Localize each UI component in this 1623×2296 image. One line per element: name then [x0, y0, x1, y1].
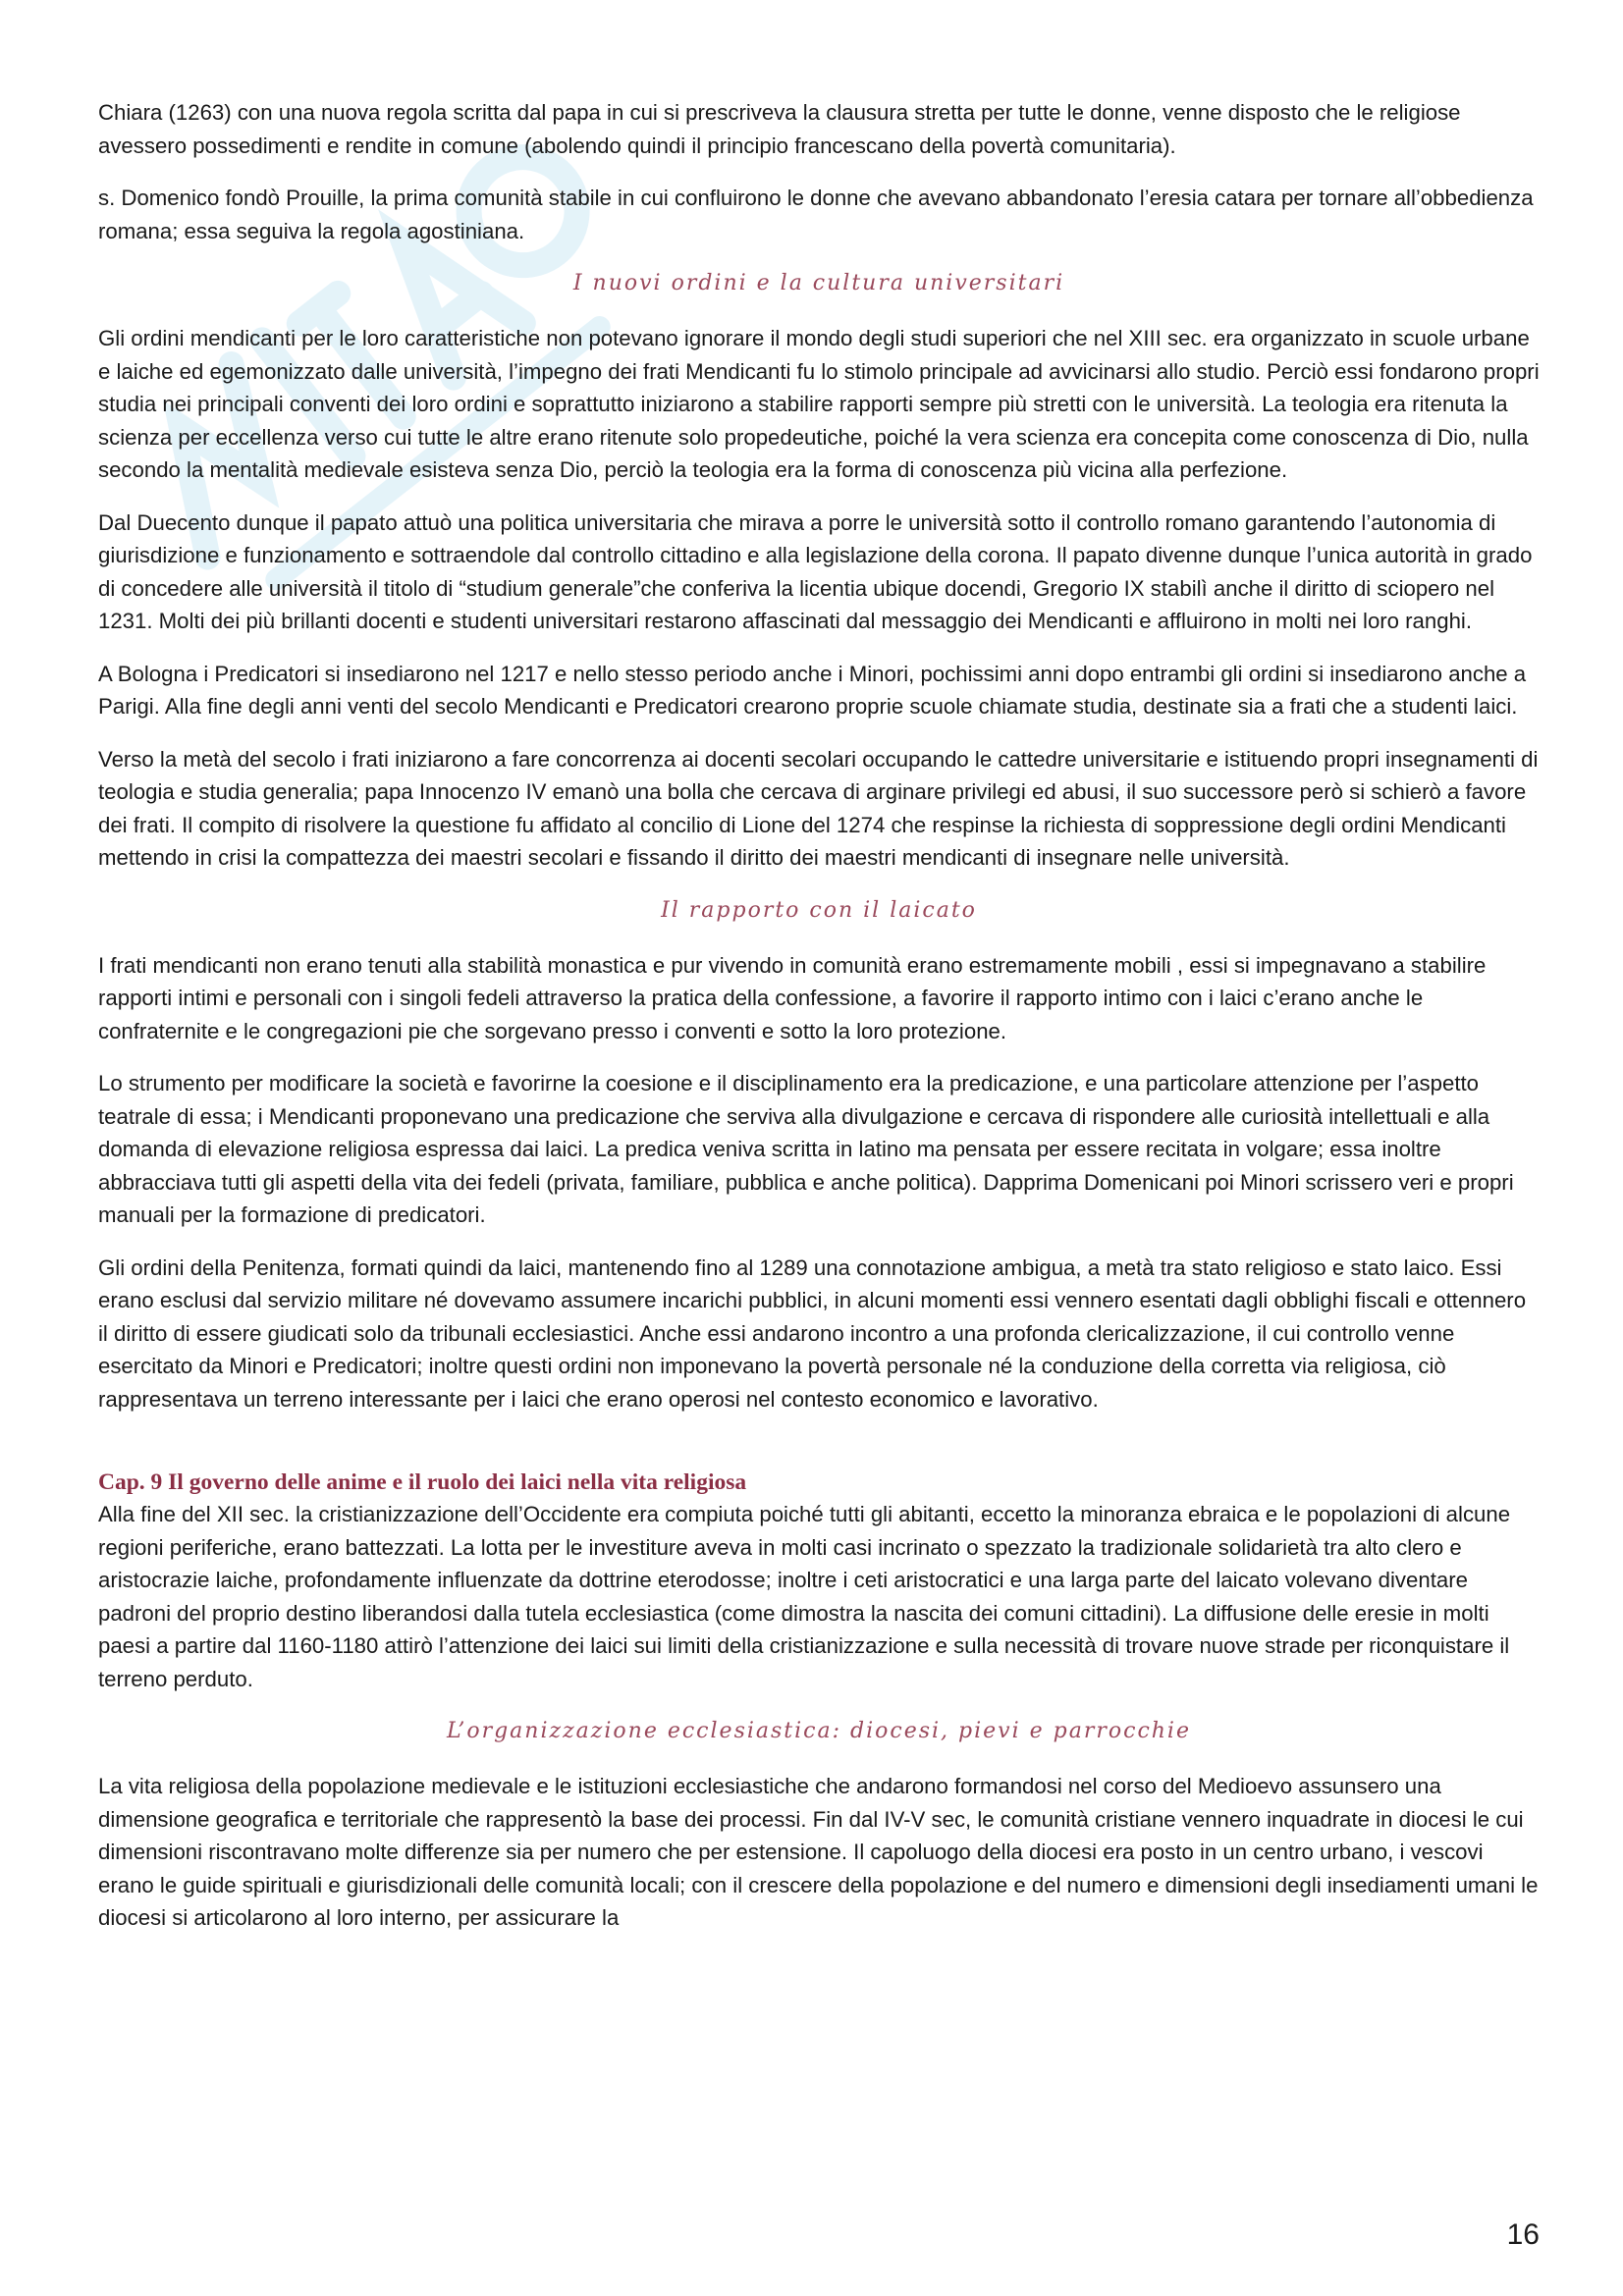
- page-number: 16: [1506, 2218, 1540, 2251]
- chapter-heading: Cap. 9 Il governo delle anime e il ruolo dei laici nella vita religiosa: [98, 1469, 747, 1495]
- paragraph: Dal Duecento dunque il papato attuò una politica universitaria che mirava a porre le università sotto il controllo romano garantendo l’autonomia di giurisdizione e funzionamento e sottraendole dal controllo cittadino e alla legislazione della corona. Il papato divenne dunque l’unica autorità in grado di concedere alle università il titolo di “studium generale”che conferiva la licentia ubique docendi, Gregorio IX stabilì anche il diritto di sciopero nel 1231. Molti dei più brillanti docenti e studenti universitari restarono affascinati dal messaggio dei Mendicanti e affluirono in molti nei loro ranghi.: [98, 509, 1533, 633]
- paragraph: Gli ordini della Penitenza, formati quindi da laici, mantenendo fino al 1289 una connotazione ambigua, a metà tra stato religioso e stato laico. Essi erano esclusi dal servizio militare né dovevamo assumere incarichi pubblici, in alcuni momenti essi vennero esentati dagli obblighi fiscali e ottennero il diritto di essere giudicati solo da tribunali ecclesiastici. Anche essi andarono incontro a una profonda clericalizzazione, il cui controllo venne esercitato da Minori e Predicatori; inoltre questi ordini non imponevano la povertà personale né la conduzione della corretta via religiosa, ciò rappresentava un terreno interessante per i laici che erano operosi nel contesto economico e lavorativo.: [98, 1255, 1527, 1412]
- paragraph: La vita religiosa della popolazione medievale e le istituzioni ecclesiastiche che andarono formandosi nel corso del Medioevo assunsero una dimensione geografica e territoriale che rappresentò la base dei processi. Fin dal IV-V sec, le comunità cristiane vennero inquadrate in diocesi le cui dimensioni riscontravano molte differenze sia per numero che per estensione. Il capoluogo della diocesi era posto in un centro urbano, i vescovi erano le guide spirituali e giurisdizionali delle comunità locali; con il crescere della popolazione e del numero e dimensioni degli insediamenti umani le diocesi si articolarono al loro interno, per assicurare la: [98, 1774, 1539, 1930]
- section-heading: L’organizzazione ecclesiastica: diocesi, pievi e parrocchie: [447, 1719, 1191, 1743]
- paragraph: Gli ordini mendicanti per le loro caratteristiche non potevano ignorare il mondo degli studi superiori che nel XIII sec. era organizzato in scuole urbane e laiche ed egemonizzato dalle università, l’impegno dei frati Mendicanti fu lo stimolo principale ad avvicinarsi allo studio. Perciò essi fondarono propri studia nei principali conventi dei loro ordini e soprattutto iniziarono a stabilire rapporti sempre più stretti con le università. La teologia era ritenuta la scienza per eccellenza verso cui tutte le altre erano ritenute solo propedeutiche, poiché la vera scienza era concepita come conoscenza di Dio, nulla secondo la mentalità medievale esisteva senza Dio, perciò la teologia era la forma di conoscenza più vicina alla perfezione.: [98, 326, 1540, 482]
- paragraph: Chiara (1263) con una nuova regola scritta dal papa in cui si prescriveva la clausura stretta per tutte le donne, venne disposto che le religiose avessero possedimenti e rendite in comune (abolendo quindi il principio francescano della povertà comunitaria).: [98, 100, 1461, 158]
- paragraph: I frati mendicanti non erano tenuti alla stabilità monastica e pur vivendo in comunità erano estremamente mobili , essi si impegnavano a stabilire rapporti intimi e personali con i singoli fedeli attraverso la pratica della confessione, a favorire il rapporto intimo con i laici c’erano anche le confraternite e le congregazioni pie che sorgevano presso i conventi e sotto la loro protezione.: [98, 952, 1487, 1043]
- section-heading: Il rapporto con il laicato: [661, 897, 977, 923]
- paragraph: A Bologna i Predicatori si insediarono nel 1217 e nello stesso periodo anche i Minori, pochissimi anni dopo entrambi gli ordini si insediarono anche a Parigi. Alla fine degli anni venti del secolo Mendicanti e Predicatori crearono proprie scuole chiamate studia, destinate sia a frati che a studenti laici.: [98, 661, 1527, 719]
- paragraph: s. Domenico fondò Prouille, la prima comunità stabile in cui confluirono le donne che avevano abbandonato l’eresia catara per tornare all’obbedienza romana; essa seguiva la regola agostiniana.: [98, 186, 1534, 243]
- paragraph: Alla fine del XII sec. la cristianizzazione dell’Occidente era compiuta poiché tutti gli abitanti, eccetto la minoranza ebraica e le popolazioni di alcune regioni periferiche, erano battezzati. La lotta per le investiture aveva in molti casi incrinato o spezzato la tradizionale solidarietà tra alto clero e aristocrazie laiche, profondamente influenzate da dottrine eterodosse; inoltre i ceti aristocratici e una larga parte del laicato volevano diventare padroni del proprio destino liberandosi dalla tutela ecclesiastica (come dimostra la nascita dei comuni cittadini). La diffusione delle eresie in molti paesi a partire dal 1160-1180 attirò l’attenzione dei laici sui limiti della cristianizzazione e sulla necessità di trovare nuove strade per riconquistare il terreno perduto.: [98, 1502, 1511, 1691]
- paragraph: Lo strumento per modificare la società e favorirne la coesione e il disciplinamento era la predicazione, e una particolare attenzione per l’aspetto teatrale di essa; i Mendicanti proponevano una predicazione che serviva alla divulgazione e cercava di rispondere alle curiosità intellettuali e alla domanda di elevazione religiosa espressa dai laici. La predica veniva scritta in latino ma pensata per essere recitata in volgare; essa inoltre abbracciava tutti gli aspetti della vita dei fedeli (privata, familiare, pubblica e anche politica). Dapprima Domenicani poi Minori scrissero veri e propri manuali per la formazione di predicatori.: [98, 1071, 1514, 1227]
- paragraph: Verso la metà del secolo i frati iniziarono a fare concorrenza ai docenti secolari occupando le cattedre universitarie e istituendo propri insegnamenti di teologia e studia generalia; papa Innocenzo IV emanò una bolla che cercava di arginare privilegi ed abusi, il suo successore però si schierò a favore dei frati. Il compito di risolvere la questione fu affidato al concilio di Lione del 1274 che respinse la richiesta di soppressione degli ordini Mendicanti mettendo in crisi la compattezza dei maestri secolari e fissando il diritto dei maestri mendicanti di insegnare nelle università.: [98, 746, 1539, 870]
- document-page: [98, 96, 1540, 1954]
- section-heading: I nuovi ordini e la cultura universitari: [572, 271, 1065, 295]
